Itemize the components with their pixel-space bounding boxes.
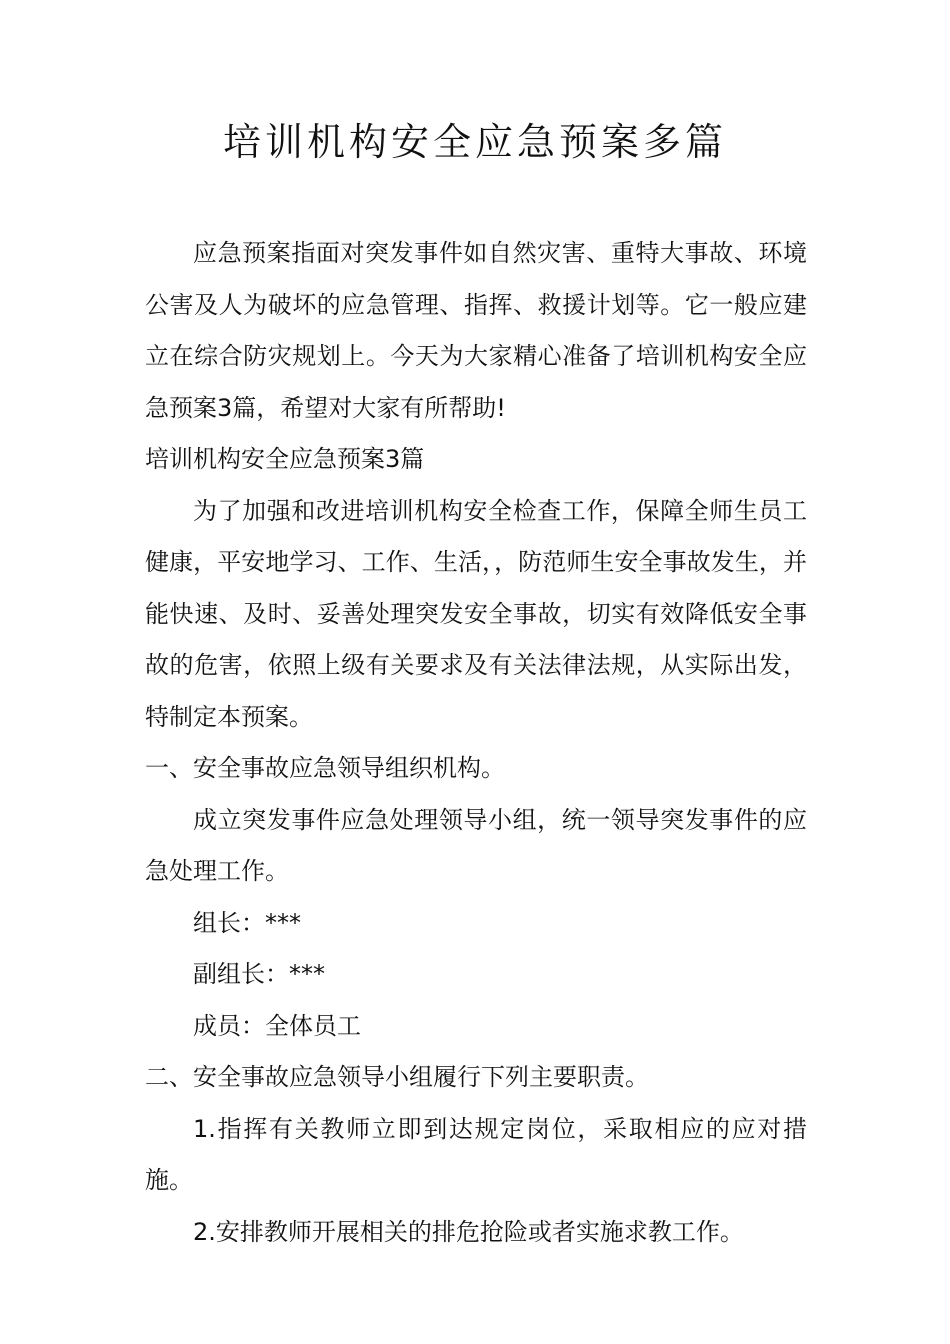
paragraph-section-1-body: 成立突发事件应急处理领导小组，统一领导突发事件的应急处理工作。 xyxy=(145,805,807,885)
paragraph-duty-2: 2.安排教师开展相关的排危抢险或者实施求教工作。 xyxy=(193,1217,744,1246)
paragraph-duty-1: 1.指挥有关教师立即到达规定岗位，采取相应的应对措施。 xyxy=(145,1114,807,1194)
document-title: 培训机构安全应急预案多篇 xyxy=(222,120,727,164)
document-body xyxy=(145,228,807,1258)
paragraph-members: 成员：全体员工 xyxy=(193,1011,361,1040)
section-heading-2: 二、安全事故应急领导小组履行下列主要职责。 xyxy=(145,1063,649,1091)
section-heading-1: 一、安全事故应急领导组织机构。 xyxy=(145,754,505,782)
paragraph-intro: 应急预案指面对突发事件如自然灾害、重特大事故、环境公害及人为破坏的应急管理、指挥、救援计划等。它一般应建立在综合防灾规划上。今天为大家精心准备了培训机构安全应急预案3篇，希望对大家有所帮助! xyxy=(145,239,807,422)
paragraph-deputy-leader: 副组长：*** xyxy=(193,960,325,988)
paragraph-leader: 组长：*** xyxy=(193,908,301,937)
paragraph-purpose: 为了加强和改进培训机构安全检查工作，保障全师生员工健康，平安地学习、工作、生活，，防范师生安全事故发生，并能快速、及时、妥善处理突发安全事故，切实有效降低安全事故的危害，依照上级有关要求及有关法律法规，从实际出发，特制定本预案。 xyxy=(145,496,807,731)
paragraph-subtitle: 培训机构安全应急预案3篇 xyxy=(145,445,425,473)
